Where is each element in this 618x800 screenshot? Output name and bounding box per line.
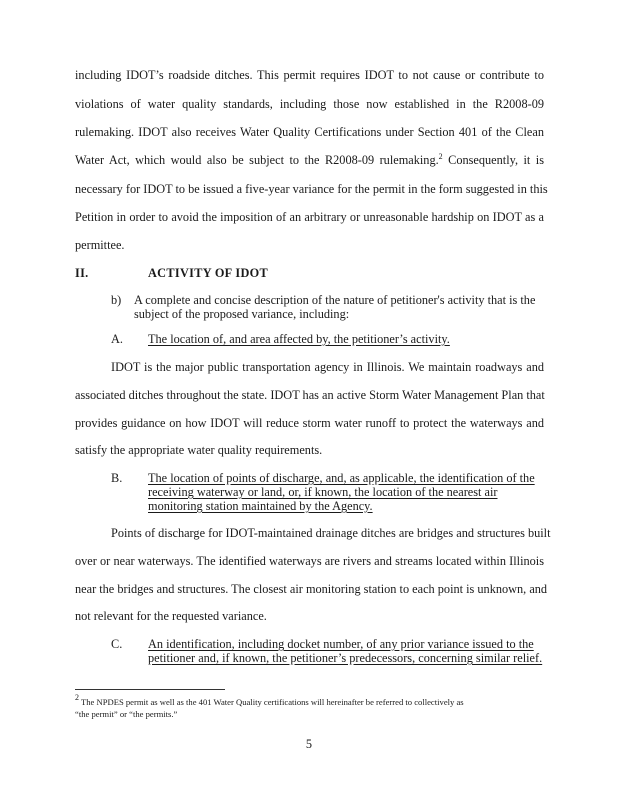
item-C-line-1: An identification, including docket number, of any prior variance issued to the	[148, 637, 534, 651]
intro-line-1: including IDOT’s roadside ditches. This permit requires IDOT to not cause or contribute to	[75, 68, 544, 82]
footnote-number: 2	[75, 693, 79, 702]
item-b-line-1: A complete and concise description of the nature of petitioner's activity that is the	[134, 293, 536, 307]
intro-line-4: Water Act, which would also be subject to the R2008-09 rulemaking.$^2$ Consequently, it is	[75, 152, 544, 167]
para-A-line-1: IDOT is the major public transportation agency in Illinois. We maintain roadways and	[111, 360, 544, 374]
intro-line-3: rulemaking. IDOT also receives Water Quality Certifications under Section 401 of the Clean	[75, 125, 544, 139]
footnote-line-1: $^2$ The NPDES permit as well as the 401 Water Quality certifications will hereinafter be referred to collectively as	[75, 693, 464, 707]
para-B-line-4: not relevant for the requested variance.	[75, 609, 267, 623]
item-B-label: B.	[111, 471, 123, 485]
page-number: 5	[305, 737, 313, 751]
intro-line-6: Petition in order to avoid the imposition of an arbitrary or unreasonable hardship on IDOT as a	[75, 210, 544, 224]
para-B-line-3: near the bridges and structures. The closest air monitoring station to each point is unknown, and	[75, 582, 548, 596]
item-B-line-2: receiving waterway or land, or, if known, the location of the nearest air	[148, 485, 498, 499]
item-B-line-1: The location of points of discharge, and, as applicable, the identification of the	[148, 471, 535, 485]
section-title: ACTIVITY OF IDOT	[148, 266, 269, 280]
item-C-label: C.	[111, 637, 123, 651]
para-A-line-4: satisfy the appropriate water quality requirements.	[75, 443, 323, 457]
intro-line-5: necessary for IDOT to be issued a five-year variance for the permit in the form suggested in this	[75, 182, 548, 196]
intro-line-7: permittee.	[75, 238, 125, 252]
item-b-label: b)	[111, 293, 122, 307]
item-A-heading: The location of, and area affected by, the petitioner’s activity.	[148, 332, 450, 346]
item-C-line-2: petitioner and, if known, the petitioner’s predecessors, concerning similar relief.	[148, 651, 543, 665]
item-b-line-2: subject of the proposed variance, including:	[134, 307, 350, 321]
footnote-divider	[75, 689, 225, 690]
para-B-line-2: over or near waterways. The identified waterways are rivers and streams located within Illinois	[75, 554, 544, 568]
section-number: II.	[75, 266, 89, 280]
item-A-label: A.	[111, 332, 123, 346]
footnote-line-2: “the permit” or “the permits.”	[75, 709, 178, 719]
para-B-line-1: Points of discharge for IDOT-maintained drainage ditches are bridges and structures built	[111, 526, 551, 540]
intro-line-2: violations of water quality standards, including those now established in the R2008-09	[75, 97, 544, 111]
para-A-line-2: associated ditches throughout the state. IDOT has an active Storm Water Management Plan that	[75, 388, 545, 402]
para-A-line-3: provides guidance on how IDOT will reduce storm water runoff to protect the waterways and	[75, 416, 544, 430]
footnote-ref-2[interactable]: 2	[438, 152, 443, 161]
item-B-line-3: monitoring station maintained by the Agency.	[148, 499, 373, 513]
